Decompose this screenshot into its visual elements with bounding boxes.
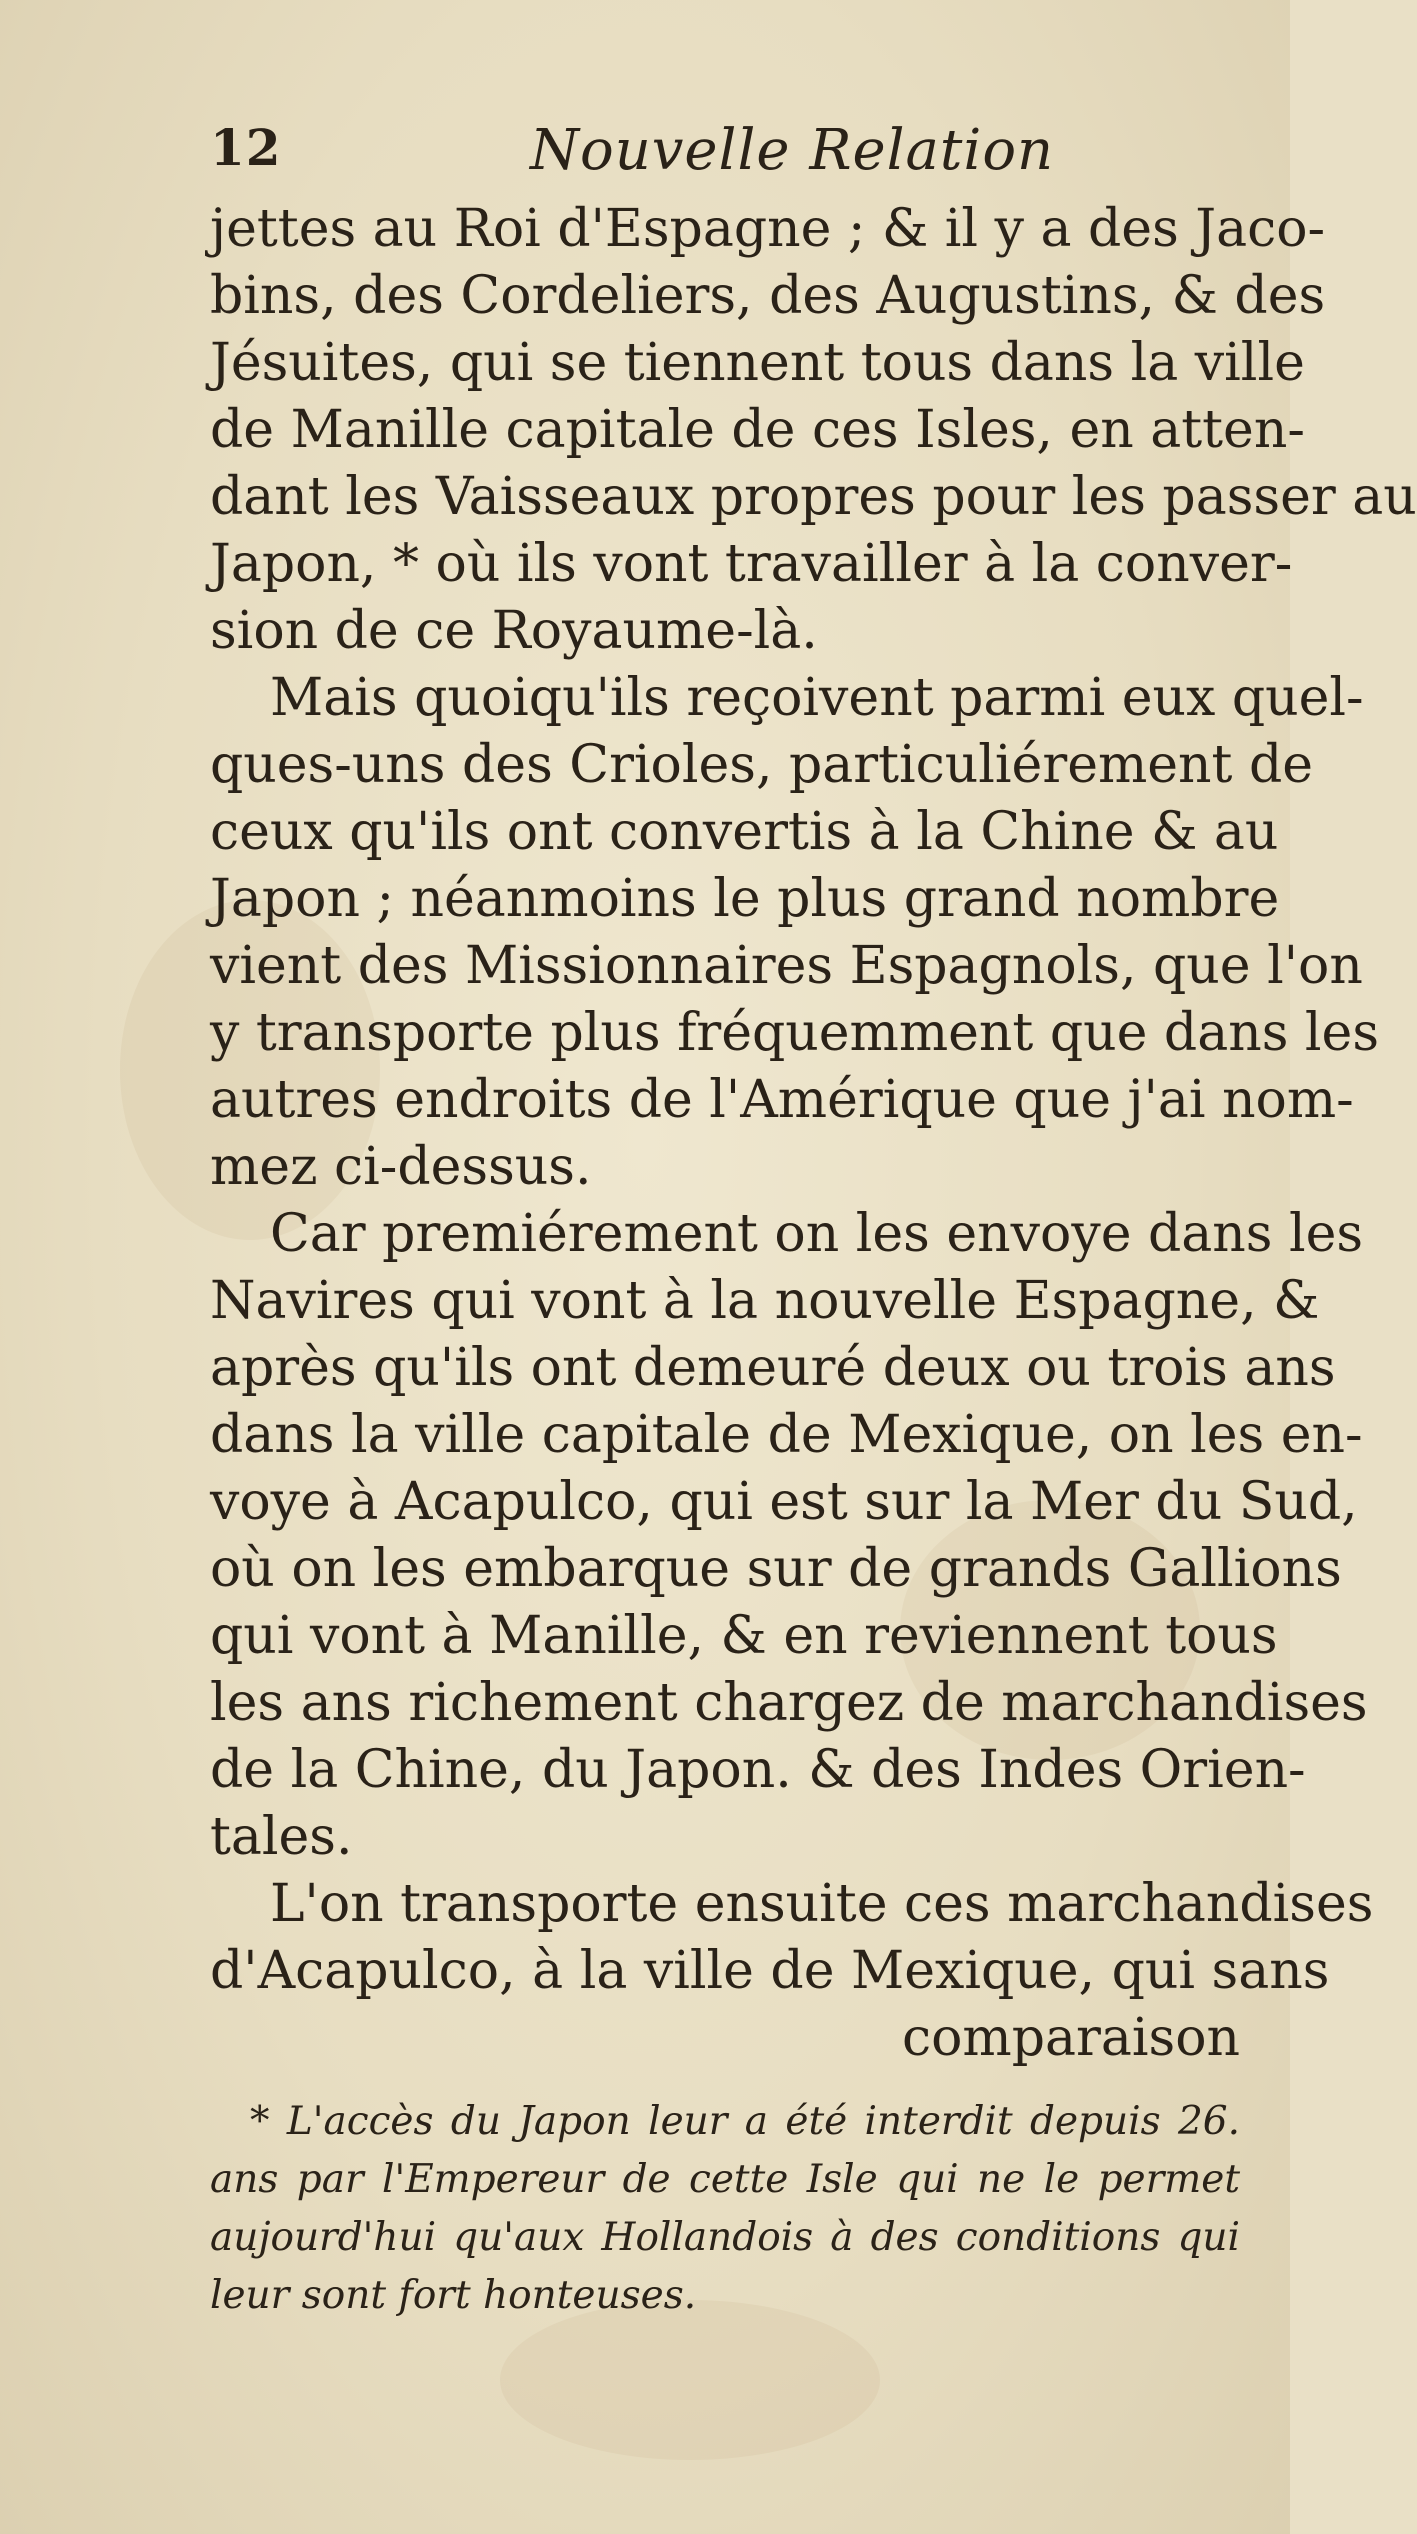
body-text (210, 196, 1417, 2072)
text-line: jettes au Roi d'Espagne ; & il y a des Jaco- (210, 199, 1326, 259)
text-line: de la Chine, du Japon. & des Indes Orien- (210, 1740, 1306, 1800)
text-line: Jésuites, qui se tiennent tous dans la ville (210, 333, 1305, 393)
text-line: après qu'ils ont demeuré deux ou trois ans (210, 1338, 1336, 1398)
page-number: 12 (210, 118, 282, 177)
text-line: L'on transporte ensuite ces marchandises (270, 1874, 1374, 1934)
footnote-line: * L'accès du Japon leur a été interdit depuis 26. (250, 2099, 1240, 2144)
text-line: où on les embarque sur de grands Gallions (210, 1539, 1342, 1599)
running-head: Nouvelle Relation (530, 118, 1055, 183)
text-line: voye à Acapulco, qui est sur la Mer du Sud, (210, 1472, 1358, 1532)
footnote-line: aujourd'hui qu'aux Hollandois à des conditions qui (210, 2215, 1240, 2260)
text-line: bins, des Cordeliers, des Augustins, & des (210, 266, 1326, 326)
text-line: dans la ville capitale de Mexique, on les en- (210, 1405, 1363, 1465)
footnote-line: ans par l'Empereur de cette Isle qui ne le permet (210, 2157, 1240, 2202)
text-line: ques-uns des Crioles, particuliérement de (210, 735, 1314, 795)
text-line: tales. (210, 1807, 353, 1867)
text-line: sion de ce Royaume-là. (210, 601, 818, 661)
text-line: les ans richement chargez de marchandises (210, 1673, 1368, 1733)
text-line: Car premiérement on les envoye dans les (270, 1204, 1364, 1264)
text-line: mez ci-dessus. (210, 1137, 592, 1197)
text-line: Japon, * où ils vont travailler à la conver- (210, 534, 1293, 594)
text-line: d'Acapulco, à la ville de Mexique, qui sans (210, 1941, 1330, 2001)
text-line: vient des Missionnaires Espagnols, que l'on (210, 936, 1363, 996)
catchword: comparaison (902, 2008, 1240, 2068)
text-line: dant les Vaisseaux propres pour les passer au (210, 467, 1417, 527)
text-line: qui vont à Manille, & en reviennent tous (210, 1606, 1278, 1666)
text-line: ceux qu'ils ont convertis à la Chine & au (210, 802, 1279, 862)
text-line: Navires qui vont à la nouvelle Espagne, & (210, 1271, 1320, 1331)
text-line: Mais quoiqu'ils reçoivent parmi eux quel- (270, 668, 1364, 728)
page-header (210, 118, 1110, 188)
footnote (210, 2093, 1240, 2325)
text-line: Japon ; néanmoins le plus grand nombre (210, 869, 1280, 929)
text-line: de Manille capitale de ces Isles, en atten- (210, 400, 1305, 460)
text-line: y transporte plus fréquemment que dans les (210, 1003, 1380, 1063)
footnote-line: leur sont fort honteuses. (210, 2273, 697, 2318)
text-line: autres endroits de l'Amérique que j'ai nom- (210, 1070, 1354, 1130)
